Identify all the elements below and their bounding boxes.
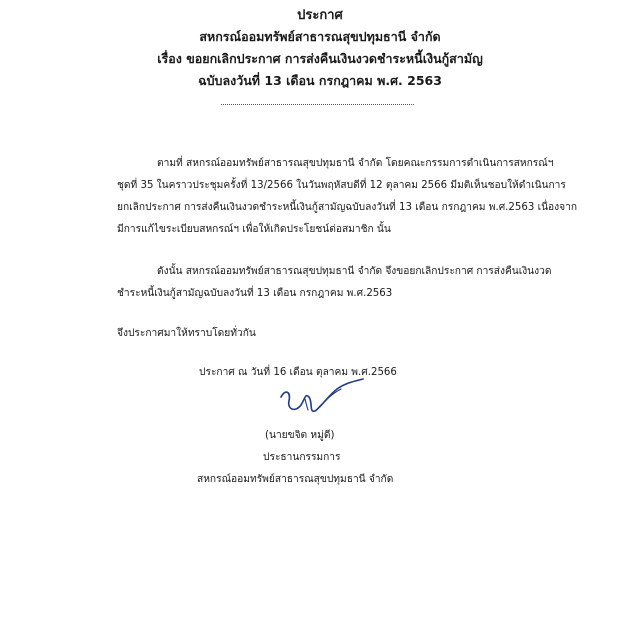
signer-name: (นายขจิต หมู่ดี) [265, 430, 335, 441]
paragraph1-line: ยกเลิกประกาศ การส่งคืนเงินงวดชำระหนี้เงินกู้สามัญฉบับลงวันที่ 13 เดือน กรกฎาคม พ.ศ.2563 เนื่องจาก [117, 202, 577, 213]
organization-heading: สหกรณ์ออมทรัพย์สาธารณสุขปทุมธานี จำกัด [199, 29, 441, 44]
paragraph2-line: ชำระหนี้เงินกู้สามัญฉบับลงวันที่ 13 เดือน กรกฎาคม พ.ศ.2563 [117, 288, 393, 299]
paragraph1-line: ชุดที่ 35 ในคราวประชุมครั้งที่ 13/2566 ในวันพฤหัสบดีที่ 12 ตุลาคม 2566 มีมติเห็นชอบให้ดำเนินการ [117, 180, 566, 191]
paragraph2-line: ดังนั้น สหกรณ์ออมทรัพย์สาธารณสุขปทุมธานี จำกัด จึงขอยกเลิกประกาศ การส่งคืนเงินงวด [157, 266, 552, 277]
paragraph1-line: ตามที่ สหกรณ์ออมทรัพย์สาธารณสุขปทุมธานี จำกัด โดยคณะกรรมการดำเนินการสหกรณ์ฯ [157, 158, 554, 169]
subject-heading: เรื่อง ขอยกเลิกประกาศ การส่งคืนเงินงวดชำระหนี้เงินกู้สามัญ [157, 51, 483, 66]
dated-heading: ฉบับลงวันที่ 13 เดือน กรกฎาคม พ.ศ. 2563 [198, 73, 442, 88]
dotted-separator [221, 104, 414, 105]
signature-image [275, 377, 367, 423]
closing-statement: จึงประกาศมาให้ทราบโดยทั่วกัน [117, 328, 256, 339]
announcement-heading: ประกาศ [297, 8, 343, 23]
announcement-date: ประกาศ ณ วันที่ 16 เดือน ตุลาคม พ.ศ.2566 [199, 367, 397, 378]
signer-title: ประธานกรรมการ [263, 452, 341, 463]
signer-organization: สหกรณ์ออมทรัพย์สาธารณสุขปทุมธานี จำกัด [197, 474, 394, 485]
paragraph1-line: มีการแก้ไขระเบียบสหกรณ์ฯ เพื่อให้เกิดประโยชน์ต่อสมาชิก นั้น [117, 224, 391, 235]
